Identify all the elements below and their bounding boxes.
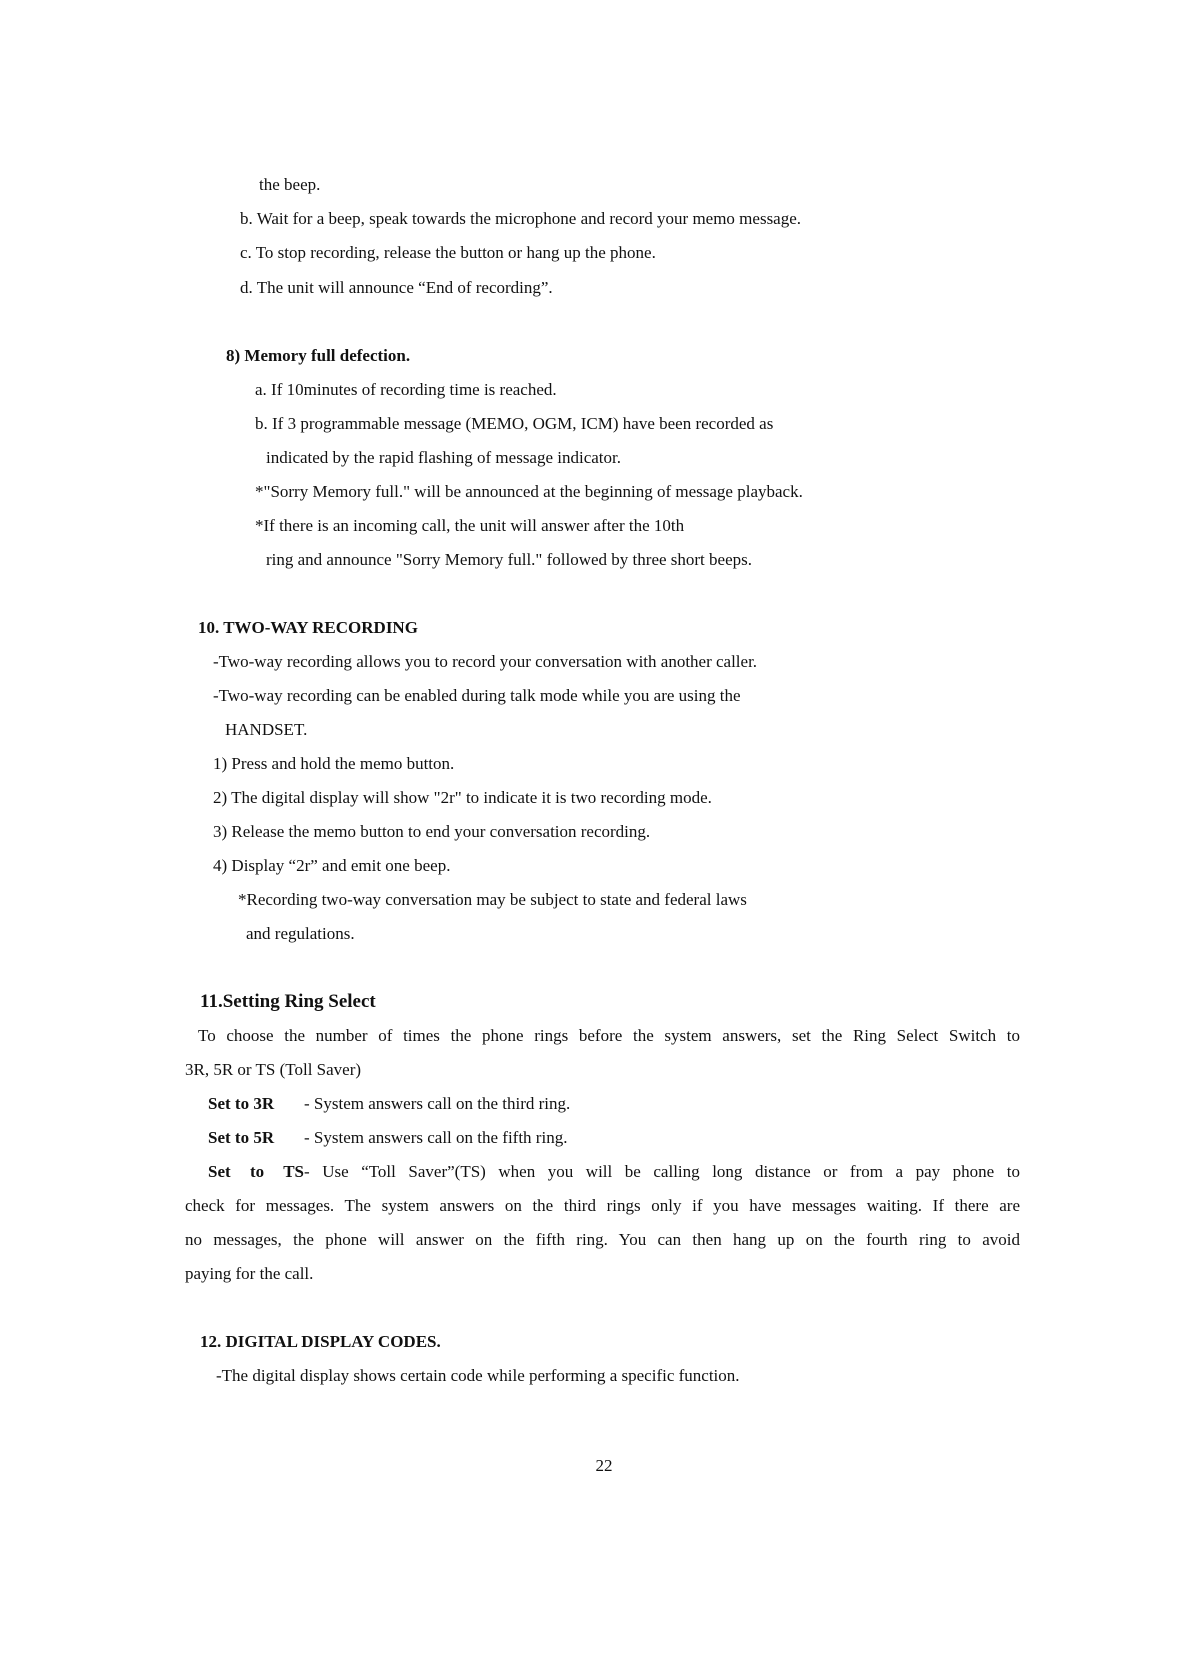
note-line-continuation: and regulations. (246, 924, 355, 943)
step-item: 4) Display “2r” and emit one beep. (213, 856, 451, 875)
page-number: 22 (595, 1456, 613, 1475)
body-line: check for messages. The system answers on the third rings only if you have messages waiting. If there are (185, 1196, 1020, 1215)
note-line-continuation: ring and announce "Sorry Memory full." followed by three short beeps. (266, 550, 752, 569)
step-item: 2) The digital display will show "2r" to indicate it is two recording mode. (213, 788, 712, 807)
body-line: HANDSET. (225, 720, 308, 739)
body-line: paying for the call. (185, 1264, 314, 1283)
body-line: the beep. (259, 175, 321, 194)
step-item: 3) Release the memo button to end your conversation recording. (213, 822, 651, 841)
list-item: b. Wait for a beep, speak towards the microphone and record your memo message. (240, 209, 802, 228)
ring-option-ts (208, 1162, 1020, 1182)
body-line: -Two-way recording allows you to record your conversation with another caller. (213, 652, 758, 671)
ring-option-label: Set to TS (208, 1162, 304, 1181)
step-item: 1) Press and hold the memo button. (213, 754, 455, 773)
ring-option-3r (208, 1094, 570, 1114)
body-line: To choose the number of times the phone rings before the system answers, set the Ring Select Switch to (198, 1026, 1020, 1045)
ring-option-text: - System answers call on the fifth ring. (304, 1128, 568, 1147)
list-item: a. If 10minutes of recording time is reached. (255, 380, 557, 399)
section-heading-ring-select: 11.Setting Ring Select (200, 991, 376, 1012)
list-item-continuation: indicated by the rapid flashing of message indicator. (266, 448, 622, 467)
ring-option-text: - Use “Toll Saver”(TS) when you will be calling long distance or from a pay phone to (304, 1162, 1020, 1181)
note-line: *Recording two-way conversation may be subject to state and federal laws (238, 890, 747, 909)
section-heading-memory-full: 8) Memory full defection. (226, 346, 411, 365)
list-item: d. The unit will announce “End of recording”. (240, 278, 553, 297)
list-item: b. If 3 programmable message (MEMO, OGM, ICM) have been recorded as (255, 414, 774, 433)
note-line: *If there is an incoming call, the unit will answer after the 10th (255, 516, 685, 535)
note-line: *"Sorry Memory full." will be announced at the beginning of message playback. (255, 482, 803, 501)
ring-option-5r (208, 1128, 567, 1148)
list-item: c. To stop recording, release the button or hang up the phone. (240, 243, 656, 262)
ring-option-text: - System answers call on the third ring. (304, 1094, 571, 1113)
ring-option-label: Set to 5R (208, 1128, 275, 1147)
section-heading-digital-display: 12. DIGITAL DISPLAY CODES. (200, 1332, 441, 1351)
section-heading-two-way: 10. TWO-WAY RECORDING (198, 618, 418, 637)
body-line: -Two-way recording can be enabled during talk mode while you are using the (213, 686, 741, 705)
ring-option-label: Set to 3R (208, 1094, 275, 1113)
body-line: no messages, the phone will answer on the fifth ring. You can then hang up on the fourth ring to avoid (185, 1230, 1020, 1249)
body-line: 3R, 5R or TS (Toll Saver) (185, 1060, 362, 1079)
body-line: -The digital display shows certain code while performing a specific function. (216, 1366, 740, 1385)
